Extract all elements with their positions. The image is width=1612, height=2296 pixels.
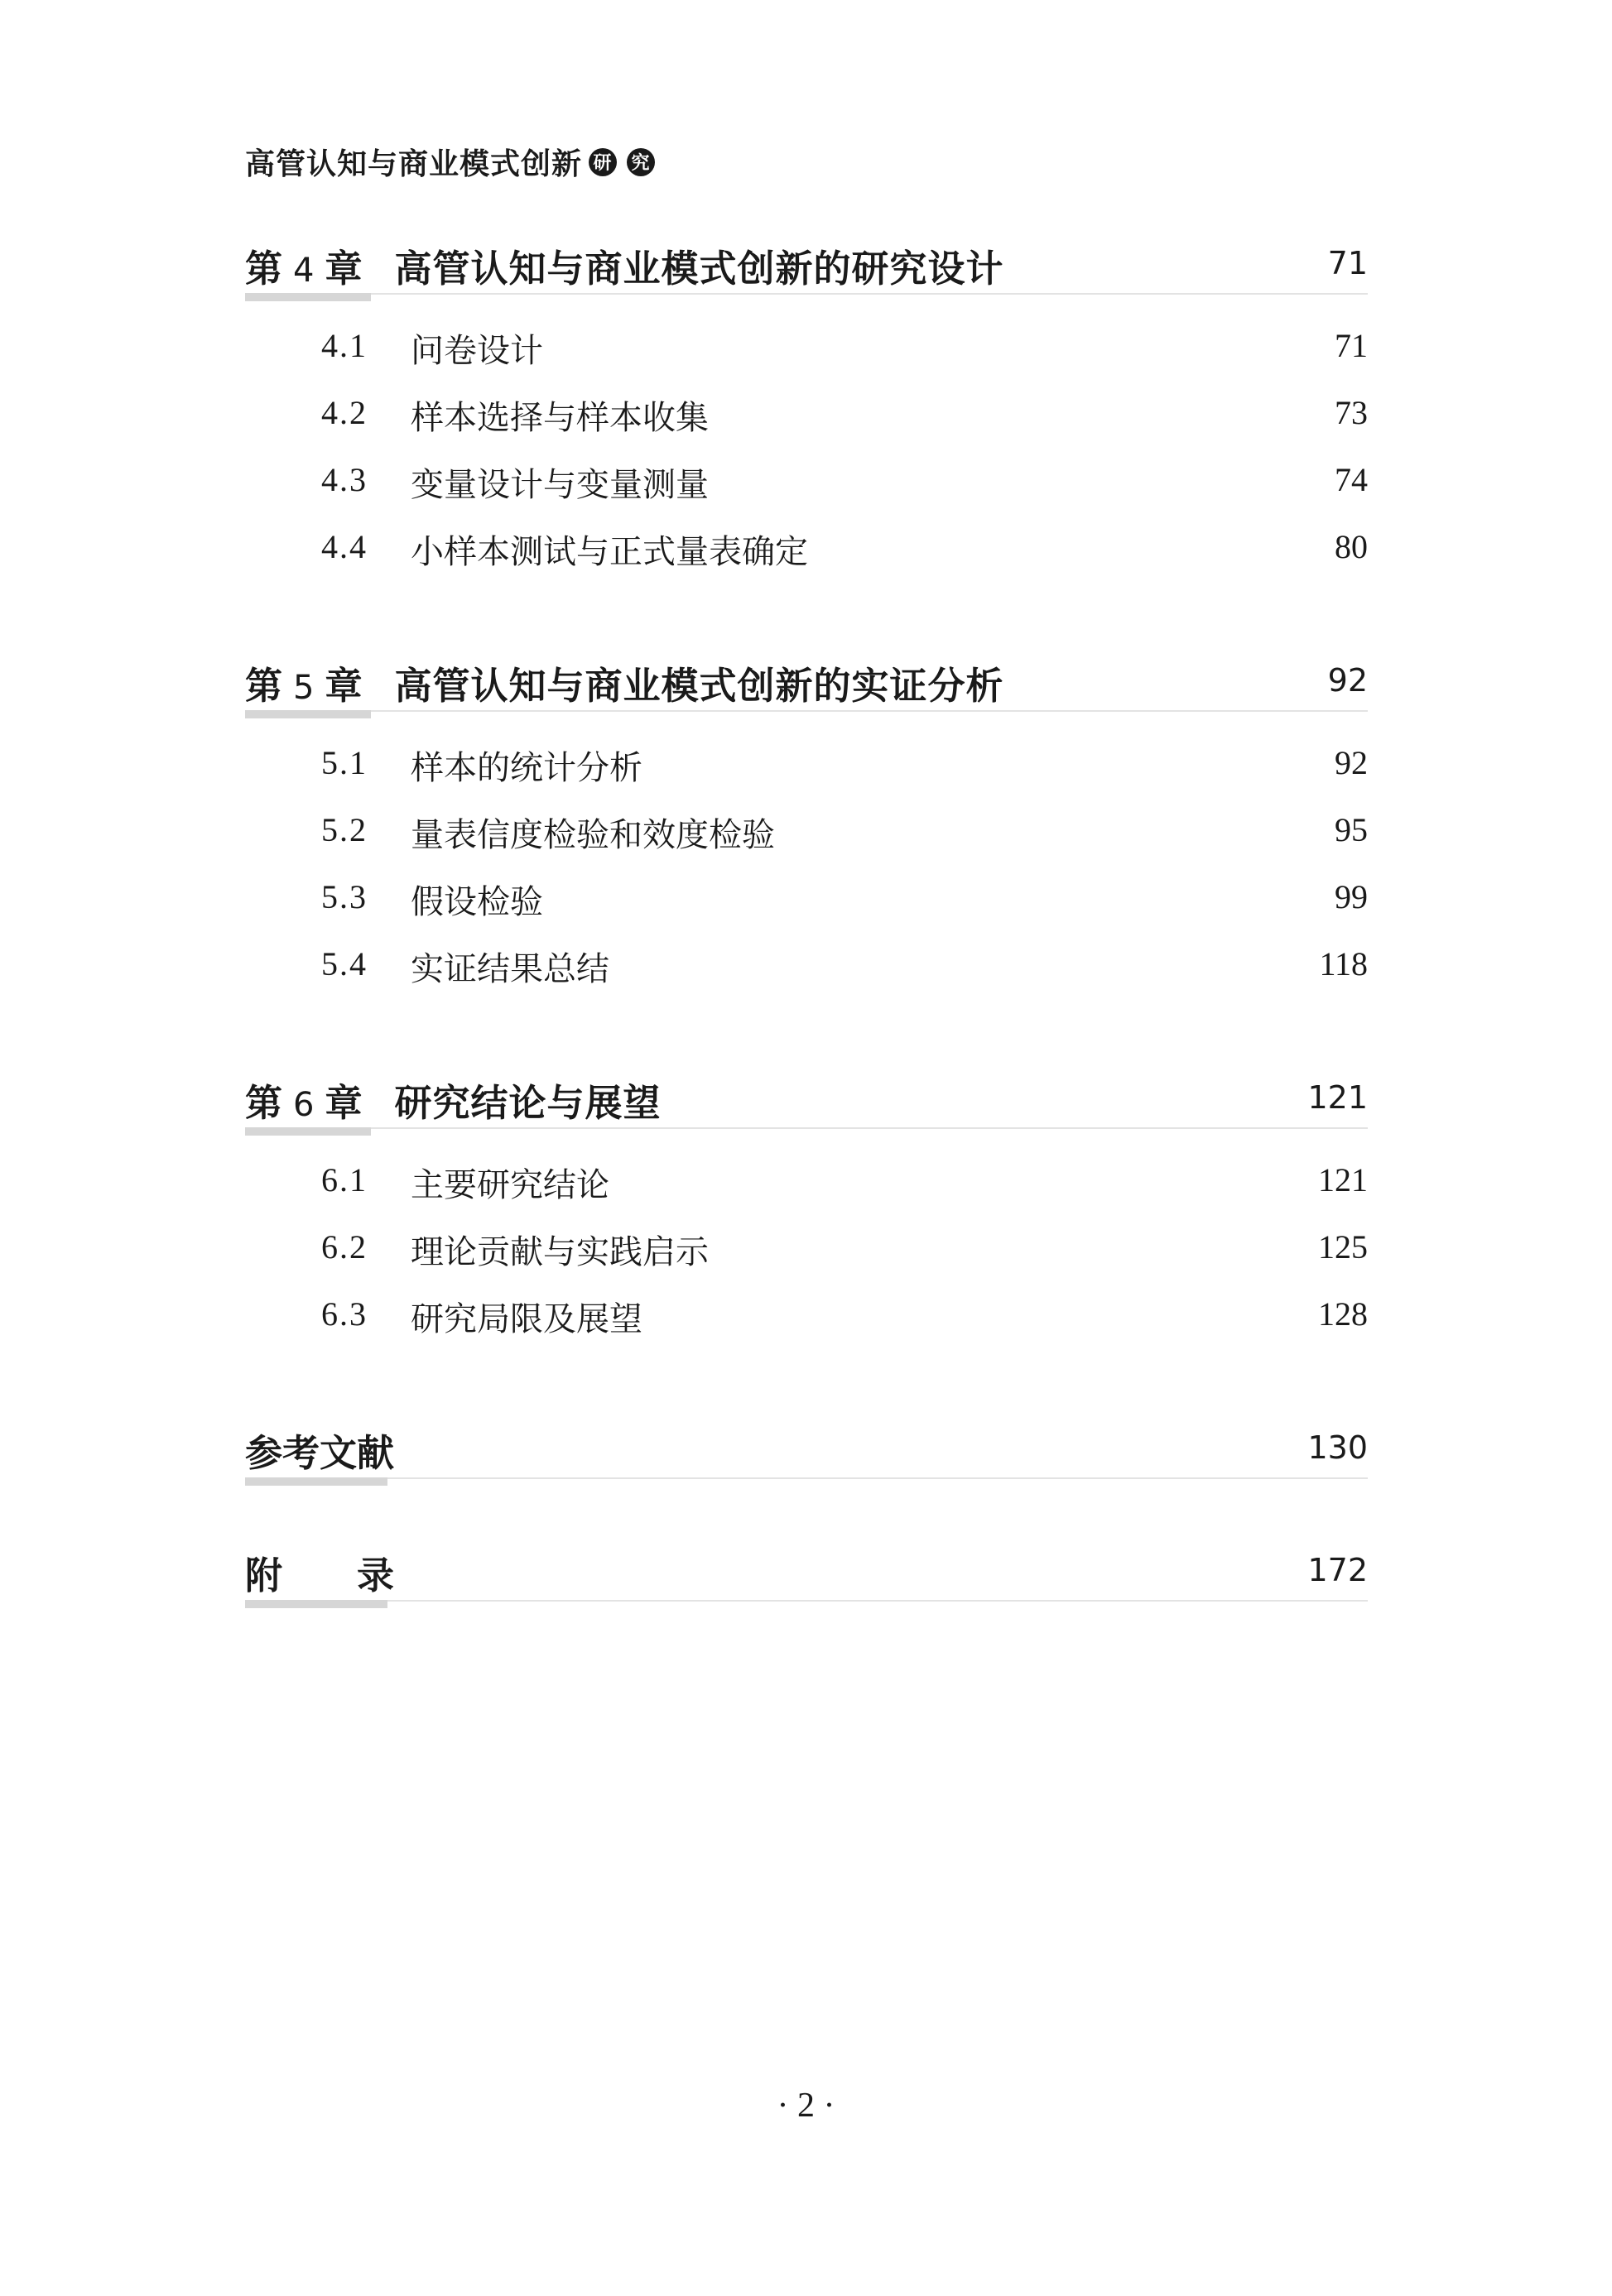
backmatter-divider-accent xyxy=(245,1600,387,1608)
section-page-number: 118 xyxy=(1319,945,1368,982)
toc-appendix[interactable] xyxy=(245,1539,1368,1661)
chapter-name: 研究结论与展望 xyxy=(394,1081,662,1125)
section-title: 样本的统计分析 xyxy=(411,749,642,787)
toc-references[interactable] xyxy=(245,1416,1368,1539)
seal-icon: 研 xyxy=(589,148,617,176)
section-number: 4.2 xyxy=(321,394,368,431)
section-page-number: 73 xyxy=(1335,394,1368,431)
section-title: 研究局限及展望 xyxy=(411,1300,642,1338)
section-number: 4.3 xyxy=(321,461,368,498)
chapter-title xyxy=(245,656,1004,709)
section-page-number: 121 xyxy=(1318,1161,1368,1198)
backmatter-page-number: 130 xyxy=(1307,1429,1368,1466)
chapter-suffix: 章 xyxy=(325,1081,363,1125)
section-page-number: 71 xyxy=(1335,327,1368,364)
section-title: 问卷设计 xyxy=(411,332,543,370)
chapter-suffix: 章 xyxy=(325,664,363,708)
toc-entry[interactable] xyxy=(245,864,1368,931)
chapter-number: 5 xyxy=(293,669,315,707)
chapter-divider-accent xyxy=(245,1127,371,1136)
chapter-page-number: 92 xyxy=(1327,662,1368,699)
toc-entry[interactable] xyxy=(245,797,1368,864)
backmatter-title: 参考文献 xyxy=(245,1431,395,1475)
backmatter-page-number: 172 xyxy=(1307,1552,1368,1588)
section-page-number: 95 xyxy=(1335,811,1368,848)
chapter-number: 4 xyxy=(293,252,315,290)
section-number: 6.3 xyxy=(321,1295,368,1333)
section-number: 5.1 xyxy=(321,744,368,781)
chapter-divider-accent xyxy=(245,293,371,301)
section-number: 6.1 xyxy=(321,1161,368,1198)
section-page-number: 92 xyxy=(1335,744,1368,781)
section-title: 理论贡献与实践启示 xyxy=(411,1233,709,1271)
chapter-divider xyxy=(245,710,1368,712)
section-number: 5.2 xyxy=(321,811,368,848)
section-title: 假设检验 xyxy=(411,883,543,921)
backmatter-title: 附 录 xyxy=(245,1554,395,1597)
chapter-name: 高管认知与商业模式创新的研究设计 xyxy=(394,247,1004,291)
chapter-divider-accent xyxy=(245,710,371,718)
backmatter-divider xyxy=(245,1477,1368,1479)
section-page-number: 80 xyxy=(1335,528,1368,565)
chapter-page-number: 71 xyxy=(1327,245,1368,281)
toc-entry[interactable] xyxy=(245,931,1368,998)
chapter-heading[interactable] xyxy=(245,1066,1368,1141)
toc-entry[interactable] xyxy=(245,730,1368,797)
running-header-title: 高管认知与商业模式创新 xyxy=(245,147,583,181)
seal-icon: 究 xyxy=(627,148,655,176)
chapter-suffix: 章 xyxy=(325,247,363,291)
section-number: 6.2 xyxy=(321,1228,368,1266)
section-number: 5.4 xyxy=(321,945,368,982)
section-title: 主要研究结论 xyxy=(411,1166,609,1204)
section-page-number: 128 xyxy=(1318,1295,1368,1333)
table-of-contents xyxy=(245,232,1368,1661)
chapter-label: 第 xyxy=(245,664,284,708)
chapter-heading[interactable] xyxy=(245,232,1368,306)
section-page-number: 74 xyxy=(1335,461,1368,498)
section-title: 实证结果总结 xyxy=(411,950,609,988)
section-number: 4.4 xyxy=(321,528,368,565)
section-title: 样本选择与样本收集 xyxy=(411,399,709,437)
section-number: 4.1 xyxy=(321,327,368,364)
section-title: 小样本测试与正式量表确定 xyxy=(411,533,808,571)
section-number: 5.3 xyxy=(321,878,368,915)
chapter-number: 6 xyxy=(293,1086,315,1124)
toc-entry[interactable] xyxy=(245,514,1368,581)
toc-entry[interactable] xyxy=(245,313,1368,380)
toc-entry[interactable] xyxy=(245,1281,1368,1348)
chapter-title xyxy=(245,1073,662,1126)
toc-entry[interactable] xyxy=(245,1147,1368,1214)
toc-entry[interactable] xyxy=(245,380,1368,447)
section-title: 变量设计与变量测量 xyxy=(411,466,709,504)
chapter-title xyxy=(245,238,1004,292)
backmatter-divider xyxy=(245,1600,1368,1602)
chapter-name: 高管认知与商业模式创新的实证分析 xyxy=(394,664,1004,708)
section-page-number: 125 xyxy=(1318,1228,1368,1266)
toc-entry[interactable] xyxy=(245,447,1368,514)
chapter-divider xyxy=(245,293,1368,295)
chapter-label: 第 xyxy=(245,1081,284,1125)
section-title: 量表信度检验和效度检验 xyxy=(411,816,775,854)
section-page-number: 99 xyxy=(1335,878,1368,915)
chapter-divider xyxy=(245,1127,1368,1129)
toc-entry[interactable] xyxy=(245,1214,1368,1281)
chapter-page-number: 121 xyxy=(1307,1079,1368,1116)
page-number: · 2 · xyxy=(777,2087,835,2125)
chapter-label: 第 xyxy=(245,247,284,291)
chapter-heading[interactable] xyxy=(245,649,1368,723)
backmatter-divider-accent xyxy=(245,1477,387,1486)
running-header xyxy=(245,141,655,183)
